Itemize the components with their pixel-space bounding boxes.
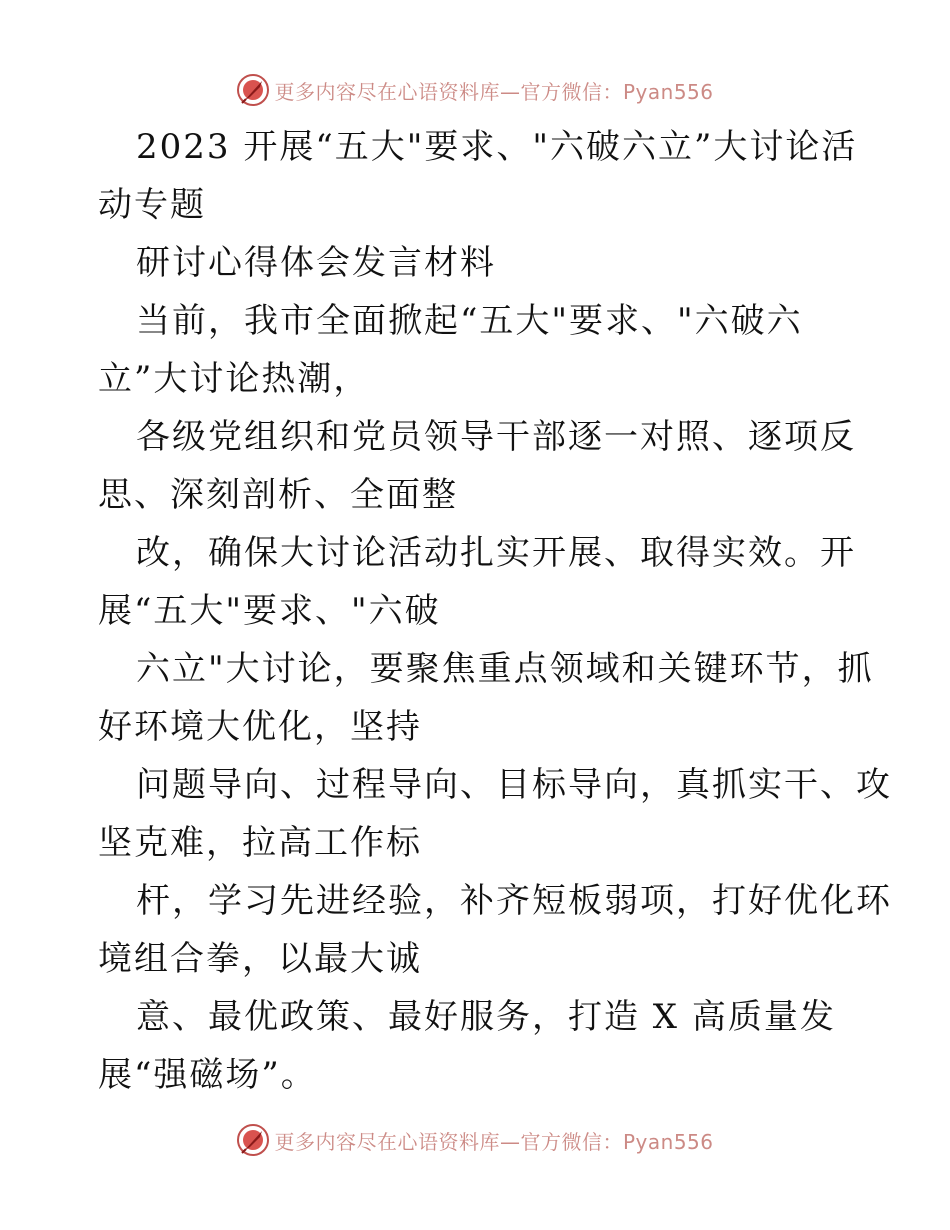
- text-line: 改，确保大讨论活动扎实开展、取得实效。开: [136, 533, 856, 573]
- watermark-text: 更多内容尽在心语资料库—官方微信：Pyan556: [274, 1129, 714, 1154]
- text-line: 2023 开展“五大"要求、"六破六立”大讨论活: [136, 127, 858, 167]
- text-line: 思、深刻剖析、全面整: [98, 475, 458, 515]
- watermark-text: 更多内容尽在心语资料库—官方微信：Pyan556: [274, 79, 714, 104]
- text-line: 问题导向、过程导向、目标导向，真抓实干、攻: [136, 765, 892, 805]
- text-line: 研讨心得体会发言材料: [136, 243, 496, 283]
- text-line: 立”大讨论热潮，: [98, 359, 370, 399]
- text-line: 展“强磁场”。: [98, 1055, 317, 1095]
- text-line: 各级党组织和党员领导干部逐一对照、逐项反: [136, 417, 856, 457]
- quill-logo-icon: [236, 73, 270, 107]
- text-line: 意、最优政策、最好服务，打造 X 高质量发: [136, 997, 836, 1037]
- document-body: [98, 118, 892, 1104]
- text-line: 坚克难，拉高工作标: [98, 823, 422, 863]
- text-line: 六立"大讨论，要聚焦重点领域和关键环节，抓: [136, 649, 874, 689]
- quill-logo-icon: [236, 1123, 270, 1157]
- text-line: 杆，学习先进经验，补齐短板弱项，打好优化环: [136, 881, 892, 921]
- text-line: 展“五大"要求、"六破: [98, 591, 441, 631]
- header-watermark: [0, 70, 950, 110]
- text-line: 境组合拳，以最大诚: [98, 939, 422, 979]
- footer-watermark: [0, 1120, 950, 1160]
- text-line: 好环境大优化，坚持: [98, 707, 422, 747]
- text-line: 当前，我市全面掀起“五大"要求、"六破六: [136, 301, 803, 341]
- text-line: 动专题: [98, 185, 206, 225]
